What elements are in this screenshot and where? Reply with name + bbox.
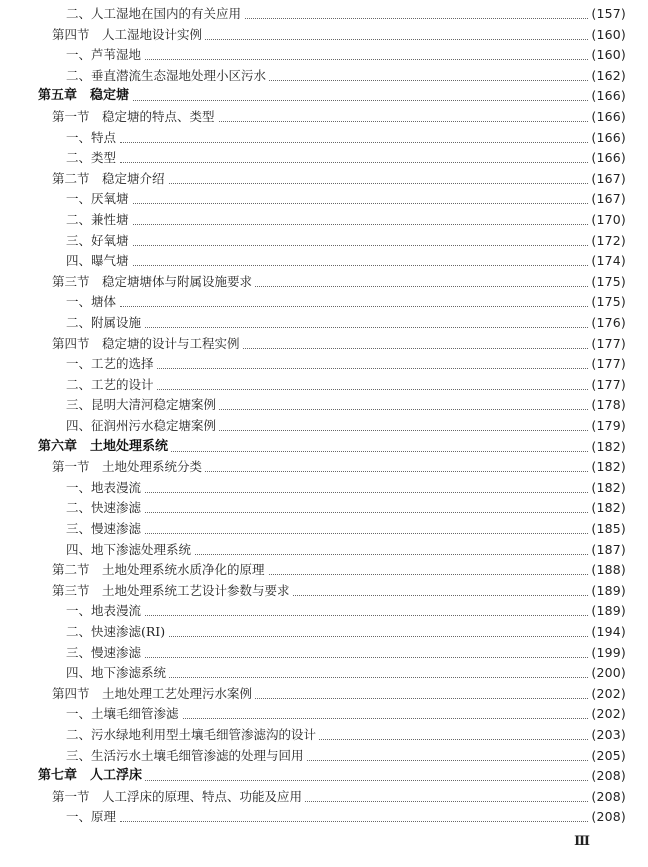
toc-entry-page: (208) xyxy=(588,766,626,786)
toc-section-entry xyxy=(0,169,648,189)
toc-entry-title: 一、原理 xyxy=(66,807,119,827)
toc-entry-title: 第三节 稳定塘塘体与附属设施要求 xyxy=(52,272,255,292)
toc-entry-title: 二、类型 xyxy=(66,148,119,168)
toc-entry-title: 三、慢速渗滤 xyxy=(66,519,144,539)
toc-entry-page: (179) xyxy=(588,416,626,436)
toc-chapter-entry xyxy=(0,86,648,106)
toc-entry-title: 第五章 稳定塘 xyxy=(38,86,132,106)
toc-entry-page: (166) xyxy=(588,128,626,148)
toc-entry-page: (162) xyxy=(588,66,626,86)
toc-entry-page: (166) xyxy=(588,86,626,106)
toc-entry-page: (208) xyxy=(588,807,626,827)
toc-entry-page: (182) xyxy=(588,457,626,477)
toc-entry-title: 一、土壤毛细管渗滤 xyxy=(66,704,182,724)
toc-entry-title: 第一节 土地处理系统分类 xyxy=(52,457,205,477)
dot-leader xyxy=(120,53,590,60)
dot-leader xyxy=(120,651,590,658)
toc-subsection-entry xyxy=(0,375,648,395)
toc-entry-title: 三、慢速渗滤 xyxy=(66,643,144,663)
dot-leader xyxy=(120,815,590,822)
toc-section-entry xyxy=(0,334,648,354)
toc-entry-page: (166) xyxy=(588,148,626,168)
toc-subsection-entry xyxy=(0,128,648,148)
dot-leader xyxy=(120,671,590,678)
dot-leader xyxy=(120,300,590,307)
toc-entry-page: (200) xyxy=(588,663,626,683)
toc-entry-page: (177) xyxy=(588,334,626,354)
toc-entry-title: 一、特点 xyxy=(66,128,119,148)
toc-entry-page: (157) xyxy=(588,4,626,24)
toc-entry-title: 二、兼性塘 xyxy=(66,210,132,230)
toc-section-entry xyxy=(0,25,648,45)
toc-entry-page: (167) xyxy=(588,189,626,209)
toc-entry-title: 一、地表漫流 xyxy=(66,601,144,621)
toc-entry-page: (189) xyxy=(588,601,626,621)
toc-section-entry xyxy=(0,787,648,807)
toc-subsection-entry xyxy=(0,189,648,209)
toc-entry-title: 二、附属设施 xyxy=(66,313,144,333)
toc-section-entry xyxy=(0,107,648,127)
dot-leader xyxy=(120,321,590,328)
toc-entry-title: 三、生活污水土壤毛细管渗滤的处理与回用 xyxy=(66,746,307,766)
toc-entry-page: (160) xyxy=(588,25,626,45)
toc-entry-page: (160) xyxy=(588,45,626,65)
toc-chapter-entry xyxy=(0,437,648,457)
toc-entry-title: 二、人工湿地在国内的有关应用 xyxy=(66,4,244,24)
toc-entry-page: (194) xyxy=(588,622,626,642)
toc-entry-title: 二、快速渗滤 xyxy=(66,498,144,518)
toc-entry-page: (187) xyxy=(588,540,626,560)
toc-entry-title: 四、曝气塘 xyxy=(66,251,132,271)
toc-entry-title: 四、地下渗滤系统 xyxy=(66,663,169,683)
toc-entry-title: 一、地表漫流 xyxy=(66,478,144,498)
toc-entry-title: 二、快速渗滤(RI) xyxy=(66,622,168,642)
dot-leader xyxy=(120,630,590,637)
toc-entry-title: 第六章 土地处理系统 xyxy=(38,437,171,457)
toc-subsection-entry xyxy=(0,663,648,683)
toc-entry-title: 第四节 稳定塘的设计与工程实例 xyxy=(52,334,243,354)
dot-leader xyxy=(130,774,590,781)
toc-entry-title: 第二节 稳定塘介绍 xyxy=(52,169,168,189)
toc-entry-page: (167) xyxy=(588,169,626,189)
toc-subsection-entry xyxy=(0,478,648,498)
toc-section-entry xyxy=(0,272,648,292)
toc-subsection-entry xyxy=(0,519,648,539)
toc-subsection-entry xyxy=(0,251,648,271)
dot-leader xyxy=(120,486,590,493)
toc-entry-page: (177) xyxy=(588,354,626,374)
toc-entry-title: 三、好氧塘 xyxy=(66,231,132,251)
toc-entry-page: (176) xyxy=(588,313,626,333)
toc-entry-page: (182) xyxy=(588,478,626,498)
toc-entry-title: 二、污水绿地利用型土壤毛细管渗滤沟的设计 xyxy=(66,725,319,745)
toc-subsection-entry xyxy=(0,66,648,86)
toc-entry-title: 第七章 人工浮床 xyxy=(38,766,145,786)
toc-subsection-entry xyxy=(0,807,648,827)
dot-leader xyxy=(120,259,590,266)
dot-leader xyxy=(120,197,590,204)
toc-entry-title: 一、塘体 xyxy=(66,292,119,312)
toc-entry-title: 四、地下渗滤处理系统 xyxy=(66,540,194,560)
page-number-folio: Ⅲ xyxy=(574,834,590,849)
toc-entry-title: 第二节 土地处理系统水质净化的原理 xyxy=(52,560,268,580)
toc-entry-title: 三、昆明大清河稳定塘案例 xyxy=(66,395,219,415)
toc-subsection-entry xyxy=(0,395,648,415)
toc-entry-page: (174) xyxy=(588,251,626,271)
toc-subsection-entry xyxy=(0,601,648,621)
toc-entry-page: (203) xyxy=(588,725,626,745)
toc-entry-page: (189) xyxy=(588,581,626,601)
toc-entry-page: (178) xyxy=(588,395,626,415)
toc-entry-page: (199) xyxy=(588,643,626,663)
toc-section-entry xyxy=(0,560,648,580)
toc-subsection-entry xyxy=(0,704,648,724)
dot-leader xyxy=(120,712,590,719)
toc-subsection-entry xyxy=(0,45,648,65)
toc-entry-page: (175) xyxy=(588,292,626,312)
toc-entry-page: (202) xyxy=(588,704,626,724)
dot-leader xyxy=(120,362,590,369)
toc-entry-title: 一、厌氧塘 xyxy=(66,189,132,209)
toc-chapter-entry xyxy=(0,766,648,786)
toc-section-entry xyxy=(0,684,648,704)
dot-leader xyxy=(120,156,590,163)
toc-entry-title: 二、垂直潜流生态湿地处理小区污水 xyxy=(66,66,269,86)
dot-leader xyxy=(120,506,590,513)
toc-subsection-entry xyxy=(0,231,648,251)
toc-entry-page: (182) xyxy=(588,498,626,518)
toc-subsection-entry xyxy=(0,292,648,312)
toc-entry-title: 四、征润州污水稳定塘案例 xyxy=(66,416,219,436)
toc-entry-page: (177) xyxy=(588,375,626,395)
toc-entry-page: (175) xyxy=(588,272,626,292)
toc-entry-page: (172) xyxy=(588,231,626,251)
toc-entry-page: (170) xyxy=(588,210,626,230)
toc-section-entry xyxy=(0,581,648,601)
toc-subsection-entry xyxy=(0,4,648,24)
dot-leader xyxy=(120,177,590,184)
toc-entry-title: 二、工艺的设计 xyxy=(66,375,157,395)
toc-entry-title: 第四节 土地处理工艺处理污水案例 xyxy=(52,684,255,704)
toc-subsection-entry xyxy=(0,498,648,518)
toc-entry-title: 第四节 人工湿地设计实例 xyxy=(52,25,205,45)
toc-entry-page: (205) xyxy=(588,746,626,766)
dot-leader xyxy=(130,445,590,452)
toc-entry-page: (182) xyxy=(588,437,626,457)
dot-leader xyxy=(120,239,590,246)
toc-subsection-entry xyxy=(0,540,648,560)
toc-entry-page: (208) xyxy=(588,787,626,807)
toc-entry-page: (166) xyxy=(588,107,626,127)
toc-subsection-entry xyxy=(0,416,648,436)
toc-subsection-entry xyxy=(0,354,648,374)
toc-subsection-entry xyxy=(0,210,648,230)
toc-entry-title: 第一节 人工浮床的原理、特点、功能及应用 xyxy=(52,787,305,807)
dot-leader xyxy=(130,94,590,101)
toc-entry-title: 一、芦苇湿地 xyxy=(66,45,144,65)
dot-leader xyxy=(120,218,590,225)
dot-leader xyxy=(120,136,590,143)
dot-leader xyxy=(120,383,590,390)
toc-entry-title: 一、工艺的选择 xyxy=(66,354,157,374)
toc-subsection-entry xyxy=(0,746,648,766)
toc-entry-page: (202) xyxy=(588,684,626,704)
toc-subsection-entry xyxy=(0,643,648,663)
toc-entry-page: (185) xyxy=(588,519,626,539)
toc-subsection-entry xyxy=(0,622,648,642)
toc-entry-title: 第一节 稳定塘的特点、类型 xyxy=(52,107,218,127)
toc-entry-title: 第三节 土地处理系统工艺设计参数与要求 xyxy=(52,581,293,601)
toc-entry-page: (188) xyxy=(588,560,626,580)
toc-subsection-entry xyxy=(0,313,648,333)
dot-leader xyxy=(120,527,590,534)
toc-subsection-entry xyxy=(0,148,648,168)
toc-section-entry xyxy=(0,457,648,477)
toc-subsection-entry xyxy=(0,725,648,745)
dot-leader xyxy=(120,609,590,616)
